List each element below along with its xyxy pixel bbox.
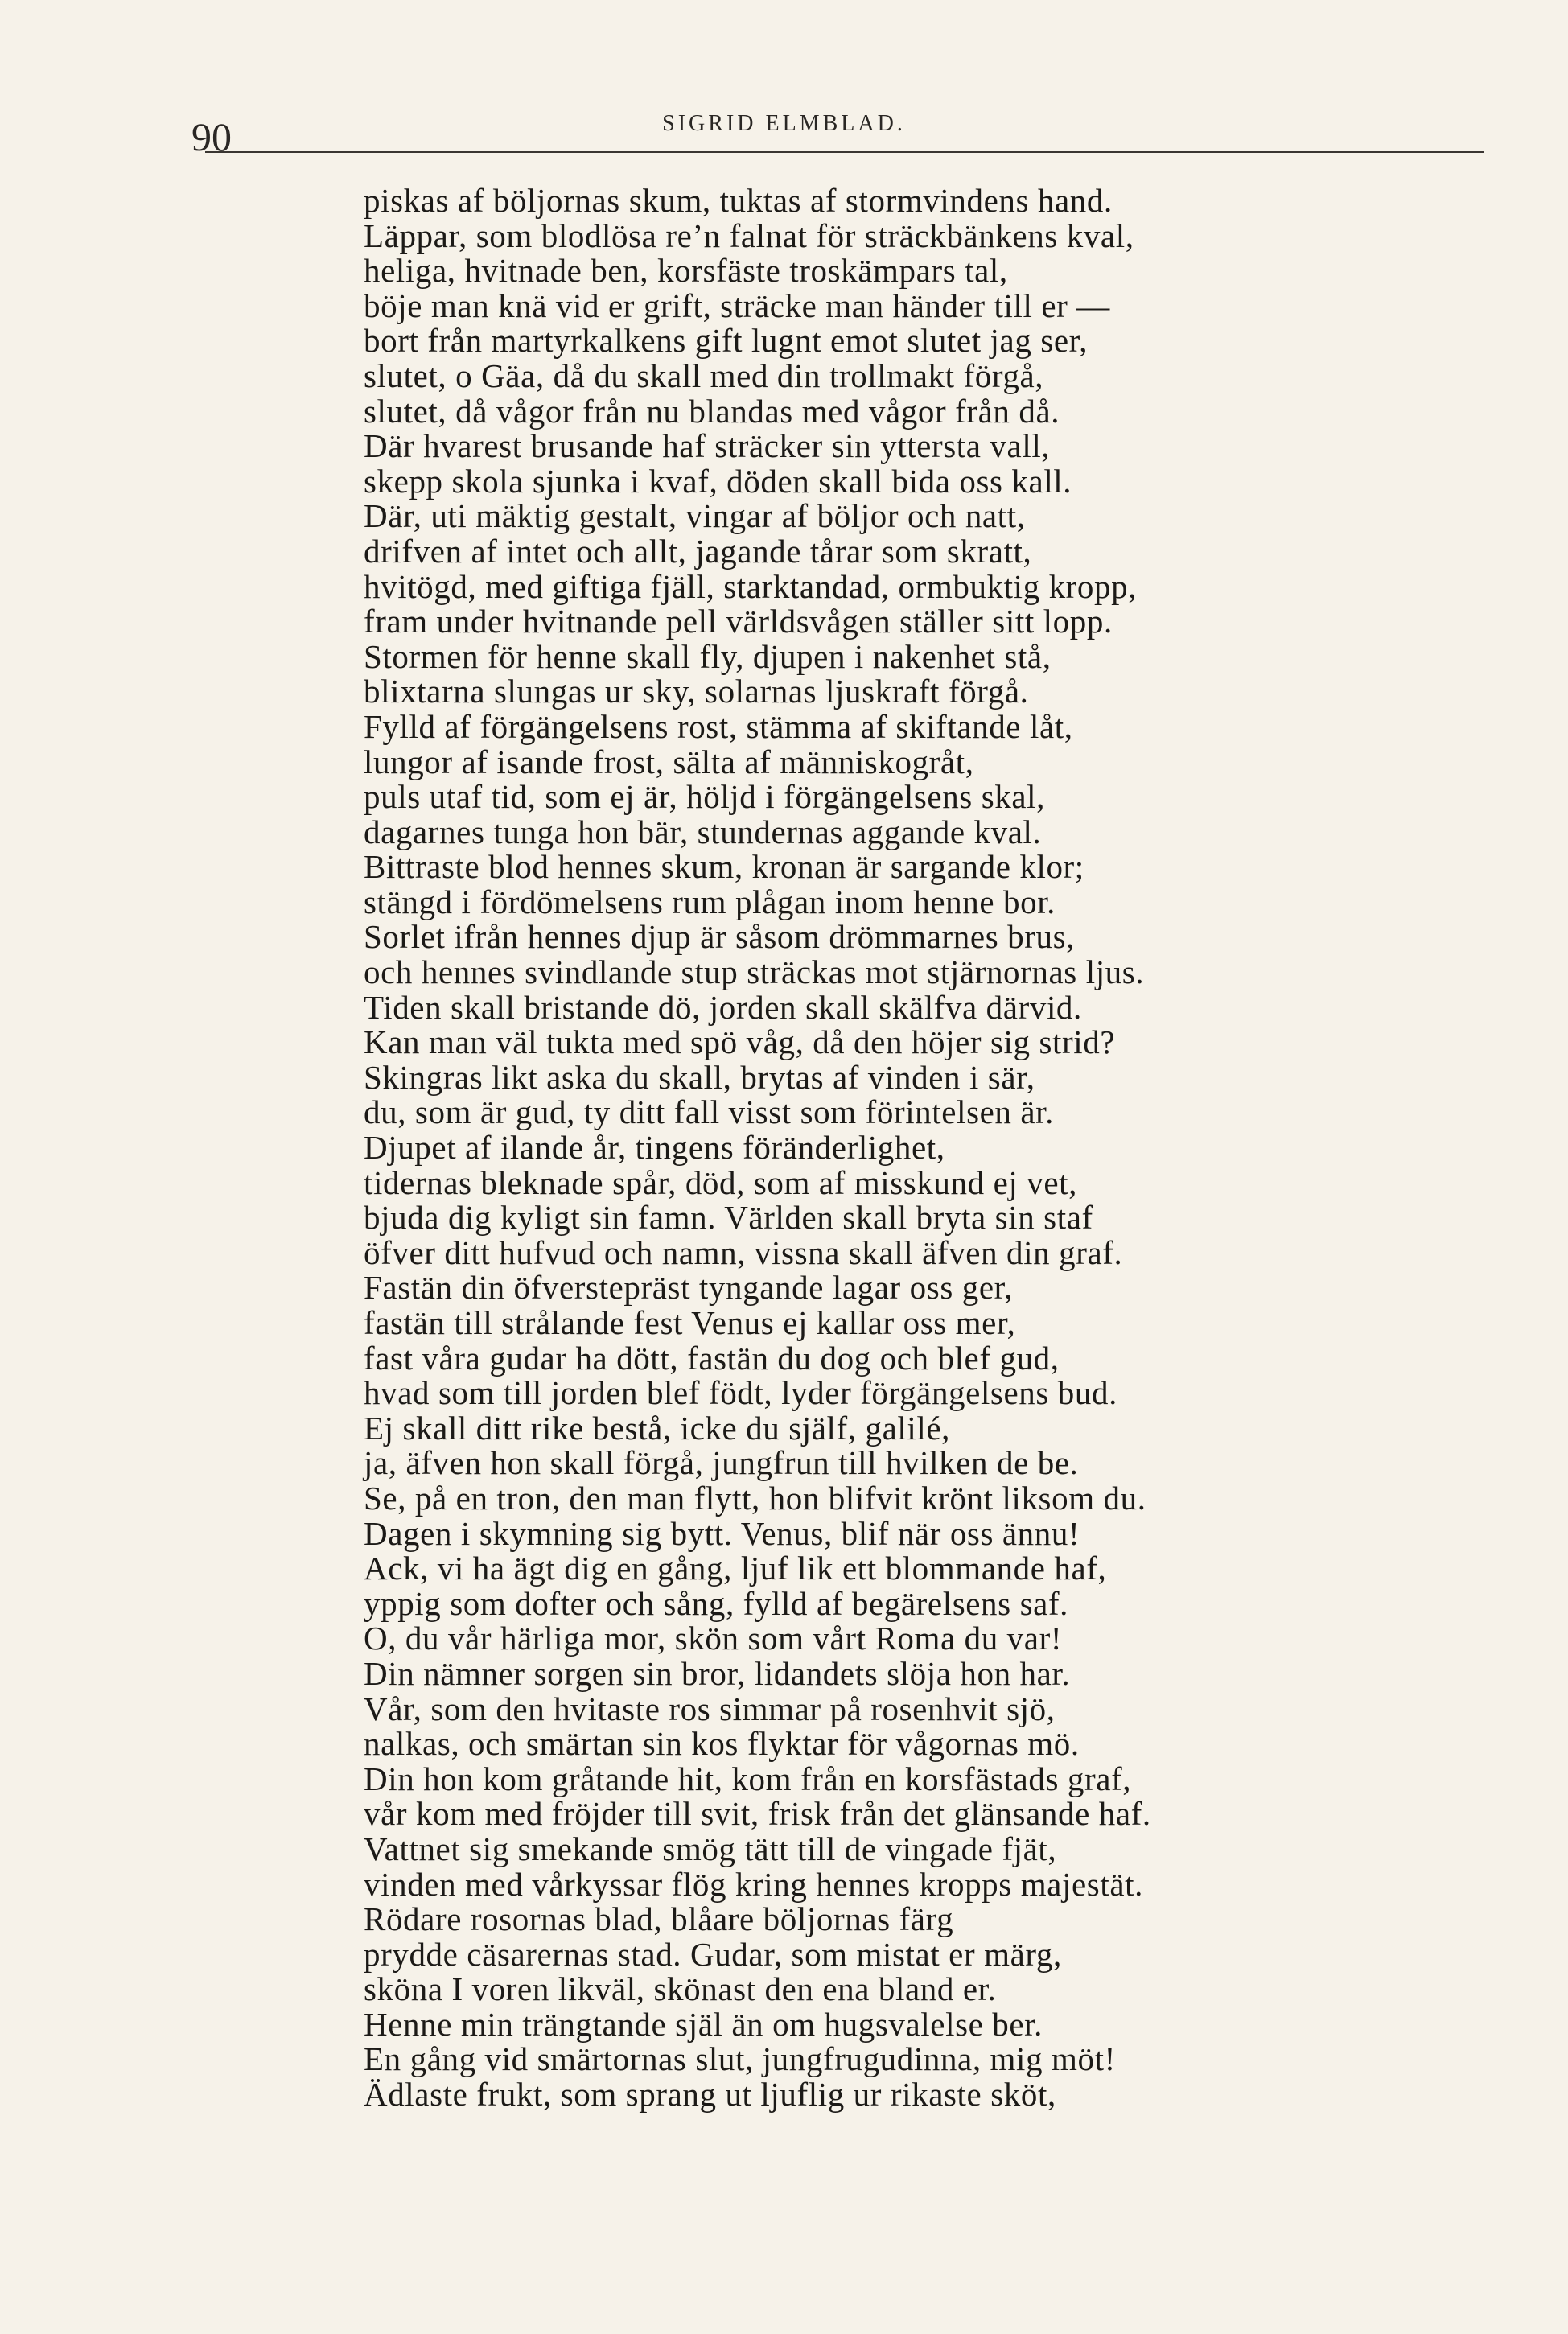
- poem-line: slutet, o Gäa, då du skall med din trollmakt förgå,: [364, 356, 1044, 394]
- poem-line: dagarnes tunga hon bär, stundernas aggande kval.: [364, 813, 1042, 850]
- poem-line: heliga, hvitnade ben, korsfäste troskämpars tal,: [364, 252, 1008, 290]
- poem-line: böje man knä vid er grift, sträcke man händer till er —: [364, 286, 1110, 324]
- poem-line: Din hon kom gråtande hit, kom från en korsfästads graf,: [364, 1760, 1132, 1797]
- poem-line: Ej skall ditt rike bestå, icke du själf, galilé,: [364, 1409, 951, 1447]
- poem-line: piskas af böljornas skum, tuktas af stormvindens hand.: [364, 182, 1113, 219]
- poem-line: Vår, som den hvitaste ros simmar på rosenhvit sjö,: [364, 1690, 1056, 1727]
- poem-line: Skingras likt aska du skall, brytas af vinden i sär,: [364, 1058, 1035, 1096]
- poem-line: vår kom med fröjder till svit, frisk från det glänsande haf.: [364, 1795, 1151, 1833]
- running-head: SIGRID ELMBLAD.: [662, 111, 906, 136]
- poem-line: Bittraste blod hennes skum, kronan är sargande klor;: [364, 848, 1084, 886]
- poem-line: fastän till strålande fest Venus ej kallar oss mer,: [364, 1304, 1016, 1341]
- poem-line: O, du vår härliga mor, skön som vårt Roma du var!: [364, 1620, 1063, 1657]
- poem-line: stängd i fördömelsens rum plågan inom henne bor.: [364, 883, 1056, 920]
- poem-line: En gång vid smärtornas slut, jungfrugudinna, mig möt!: [364, 2040, 1116, 2078]
- poem-line: Läppar, som blodlösa re’n falnat för sträckbänkens kval,: [364, 216, 1134, 254]
- poem-line: Där hvarest brusande haf sträcker sin yttersta vall,: [364, 427, 1051, 465]
- poem-line: yppig som dofter och sång, fylld af begärelsens saf.: [364, 1584, 1069, 1622]
- poem-line: ja, äfven hon skall förgå, jungfrun till hvilken de be.: [364, 1444, 1079, 1482]
- poem-line: Henne min trängtande själ än om hugsvalelse ber.: [364, 2005, 1043, 2043]
- poem-line: du, som är gud, ty ditt fall visst som förintelsen är.: [364, 1093, 1055, 1131]
- poem-line: Stormen för henne skall fly, djupen i nakenhet stå,: [364, 637, 1052, 675]
- poem-line: Kan man väl tukta med spö våg, då den höjer sig strid?: [364, 1023, 1116, 1061]
- poem-line: prydde cäsarernas stad. Gudar, som mistat er märg,: [364, 1935, 1062, 1973]
- poem-line: Vattnet sig smekande smög tätt till de vingade fjät,: [364, 1830, 1057, 1867]
- header-rule: [205, 151, 1484, 153]
- poem-line: skepp skola sjunka i kvaf, döden skall bida oss kall.: [364, 462, 1072, 500]
- poem-line: Ädlaste frukt, som sprang ut ljuflig ur rikaste sköt,: [364, 2076, 1056, 2114]
- poem-line: Där, uti mäktig gestalt, vingar af böljor och natt,: [364, 497, 1026, 535]
- poem-line: Rödare rosornas blad, blåare böljornas färg: [364, 1900, 954, 1938]
- poem-line: Ack, vi ha ägt dig en gång, ljuf lik ett blommande haf,: [364, 1550, 1107, 1587]
- poem-line: Dagen i skymning sig bytt. Venus, blif när oss ännu!: [364, 1514, 1080, 1552]
- poem-line: Tiden skall bristande dö, jorden skall skälfva därvid.: [364, 988, 1082, 1026]
- poem-line: vinden med vårkyssar flög kring hennes kropps majestät.: [364, 1865, 1143, 1903]
- poem-line: fast våra gudar ha dött, fastän du dog och blef gud,: [364, 1339, 1060, 1377]
- poem-line: bort från martyrkalkens gift lugnt emot slutet jag ser,: [364, 322, 1089, 360]
- poem-line: bjuda dig kyligt sin famn. Världen skall bryta sin staf: [364, 1199, 1093, 1237]
- poem-line: puls utaf tid, som ej är, höljd i förgängelsens skal,: [364, 778, 1045, 816]
- page-number: 90: [191, 114, 232, 159]
- poem-line: Din nämner sorgen sin bror, lidandets slöja hon har.: [364, 1654, 1071, 1692]
- poem-line: sköna I voren likväl, skönast den ena bland er.: [364, 1970, 997, 2008]
- poem-line: tidernas bleknade spår, död, som af misskund ej vet,: [364, 1163, 1077, 1201]
- poem-line: hvitögd, med giftiga fjäll, starktandad, ormbuktig kropp,: [364, 567, 1138, 605]
- poem-line: och hennes svindlande stup sträckas mot stjärnornas ljus.: [364, 953, 1145, 991]
- poem-line: nalkas, och smärtan sin kos flyktar för vågornas mö.: [364, 1725, 1080, 1763]
- poem-line: öfver ditt hufvud och namn, vissna skall äfven din graf.: [364, 1233, 1123, 1271]
- poem-line: lungor af isande frost, sälta af människogråt,: [364, 743, 974, 780]
- poem-line: Fylld af förgängelsens rost, stämma af skiftande låt,: [364, 707, 1073, 745]
- poem-line: Sorlet ifrån hennes djup är såsom drömmarnes brus,: [364, 918, 1075, 956]
- poem-line: drifven af intet och allt, jagande tårar som skratt,: [364, 532, 1032, 570]
- poem-line: slutet, då vågor från nu blandas med vågor från då.: [364, 392, 1060, 430]
- poem-line: Se, på en tron, den man flytt, hon blifvit krönt liksom du.: [364, 1479, 1146, 1517]
- poem-line: fram under hvitnande pell världsvågen ställer sitt lopp.: [364, 603, 1113, 640]
- poem-text: [364, 183, 1490, 2113]
- poem-line: Fastän din öfverstepräst tyngande lagar oss ger,: [364, 1269, 1014, 1307]
- poem-line: Djupet af ilande år, tingens föränderlighet,: [364, 1129, 945, 1167]
- poem-line: hvad som till jorden blef födt, lyder förgängelsens bud.: [364, 1374, 1117, 1412]
- poem-line: blixtarna slungas ur sky, solarnas ljuskraft förgå.: [364, 673, 1029, 710]
